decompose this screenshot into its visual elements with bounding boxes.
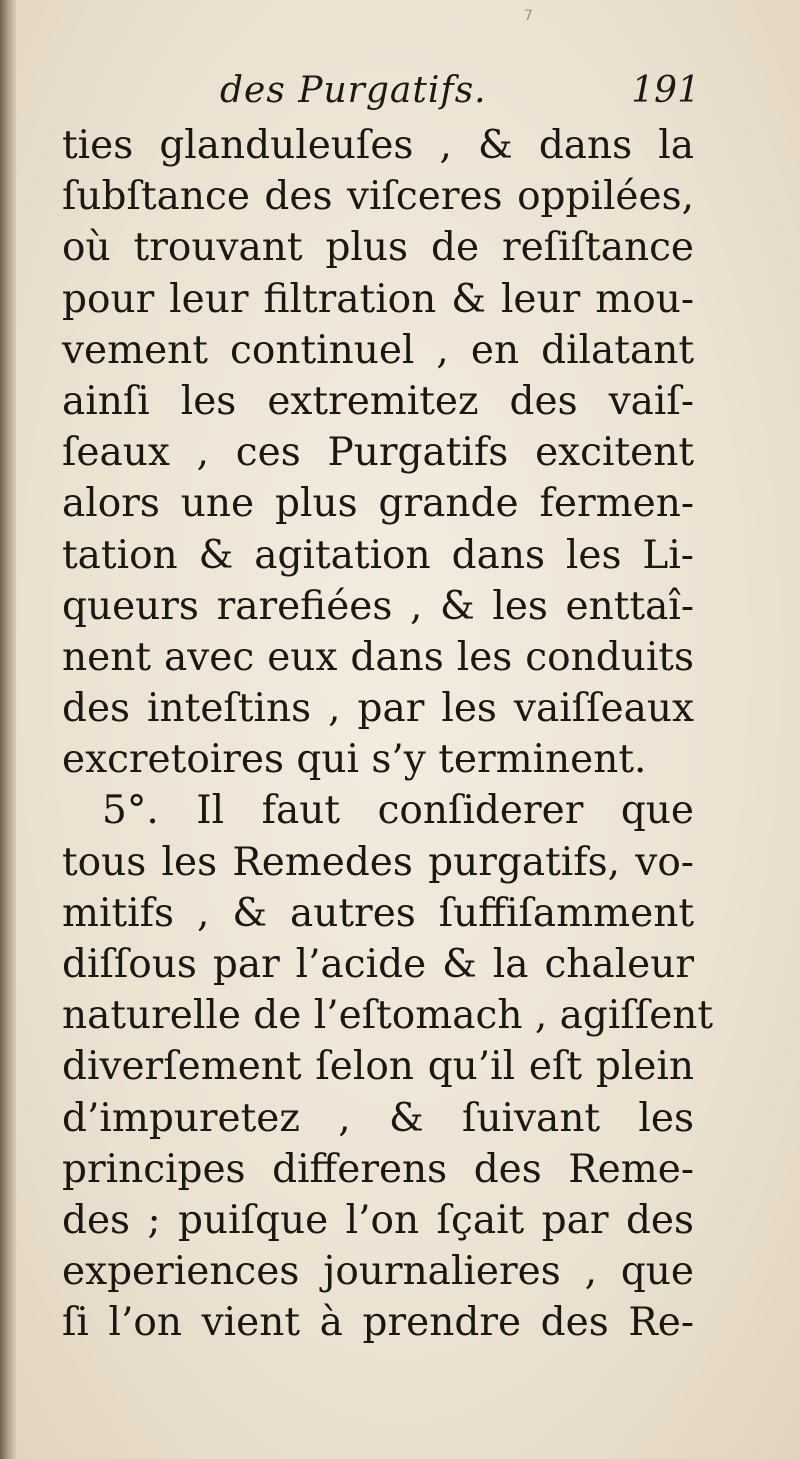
page-number: 191	[631, 70, 700, 111]
body-text	[62, 120, 714, 1349]
text-line: des inteſtins , par les vaiſſeaux	[62, 686, 694, 732]
text-line: mitifs , & autres ſuffiſamment	[62, 890, 694, 936]
page-mark: 7	[524, 8, 533, 24]
text-line: ties glanduleuſes , & dans la	[62, 123, 694, 168]
text-line: des ; puiſque l’on ſçait par des	[62, 1197, 694, 1243]
text-line: ſi l’on vient à prendre des Re-	[62, 1300, 694, 1346]
text-line: alors une plus grande fermen-	[62, 481, 694, 527]
text-line: tation & agitation dans les Li-	[62, 532, 694, 578]
text-line: excretoires qui s’y terminent.	[62, 737, 647, 783]
paragraph-start-line: 5°. Il faut conſiderer que	[102, 788, 694, 834]
text-line: ſeaux , ces Purgatifs excitent	[62, 430, 694, 476]
text-line: queurs rarefiées , & les enttaî-	[62, 583, 694, 629]
text-line: principes differens des Reme-	[62, 1146, 694, 1192]
text-line: vement continuel , en dilatant	[62, 327, 694, 373]
text-line: nent avec eux dans les conduits	[62, 634, 694, 680]
text-line: diſſous par l’acide & la chaleur	[62, 942, 694, 987]
text-line: ainſi les extremitez des vaiſ-	[62, 378, 694, 424]
text-line: experiences journalieres , que	[62, 1249, 694, 1295]
running-title: des Purgatifs.	[220, 70, 487, 111]
binding-edge	[0, 0, 16, 1459]
text-line: diverſement ſelon qu’il eſt plein	[62, 1044, 694, 1090]
text-line: pour leur filtration & leur mou-	[62, 276, 694, 322]
page-header	[60, 62, 700, 122]
text-line: où trouvant plus de reſiſtance	[62, 225, 694, 271]
text-line: naturelle de l’eſtomach , agiſſent	[62, 993, 714, 1039]
text-line: ſubſtance des viſceres oppilées,	[62, 174, 694, 220]
text-line: tous les Remedes purgatifs, vo-	[62, 839, 694, 885]
text-line: d’impuretez , & ſuivant les	[62, 1095, 694, 1141]
